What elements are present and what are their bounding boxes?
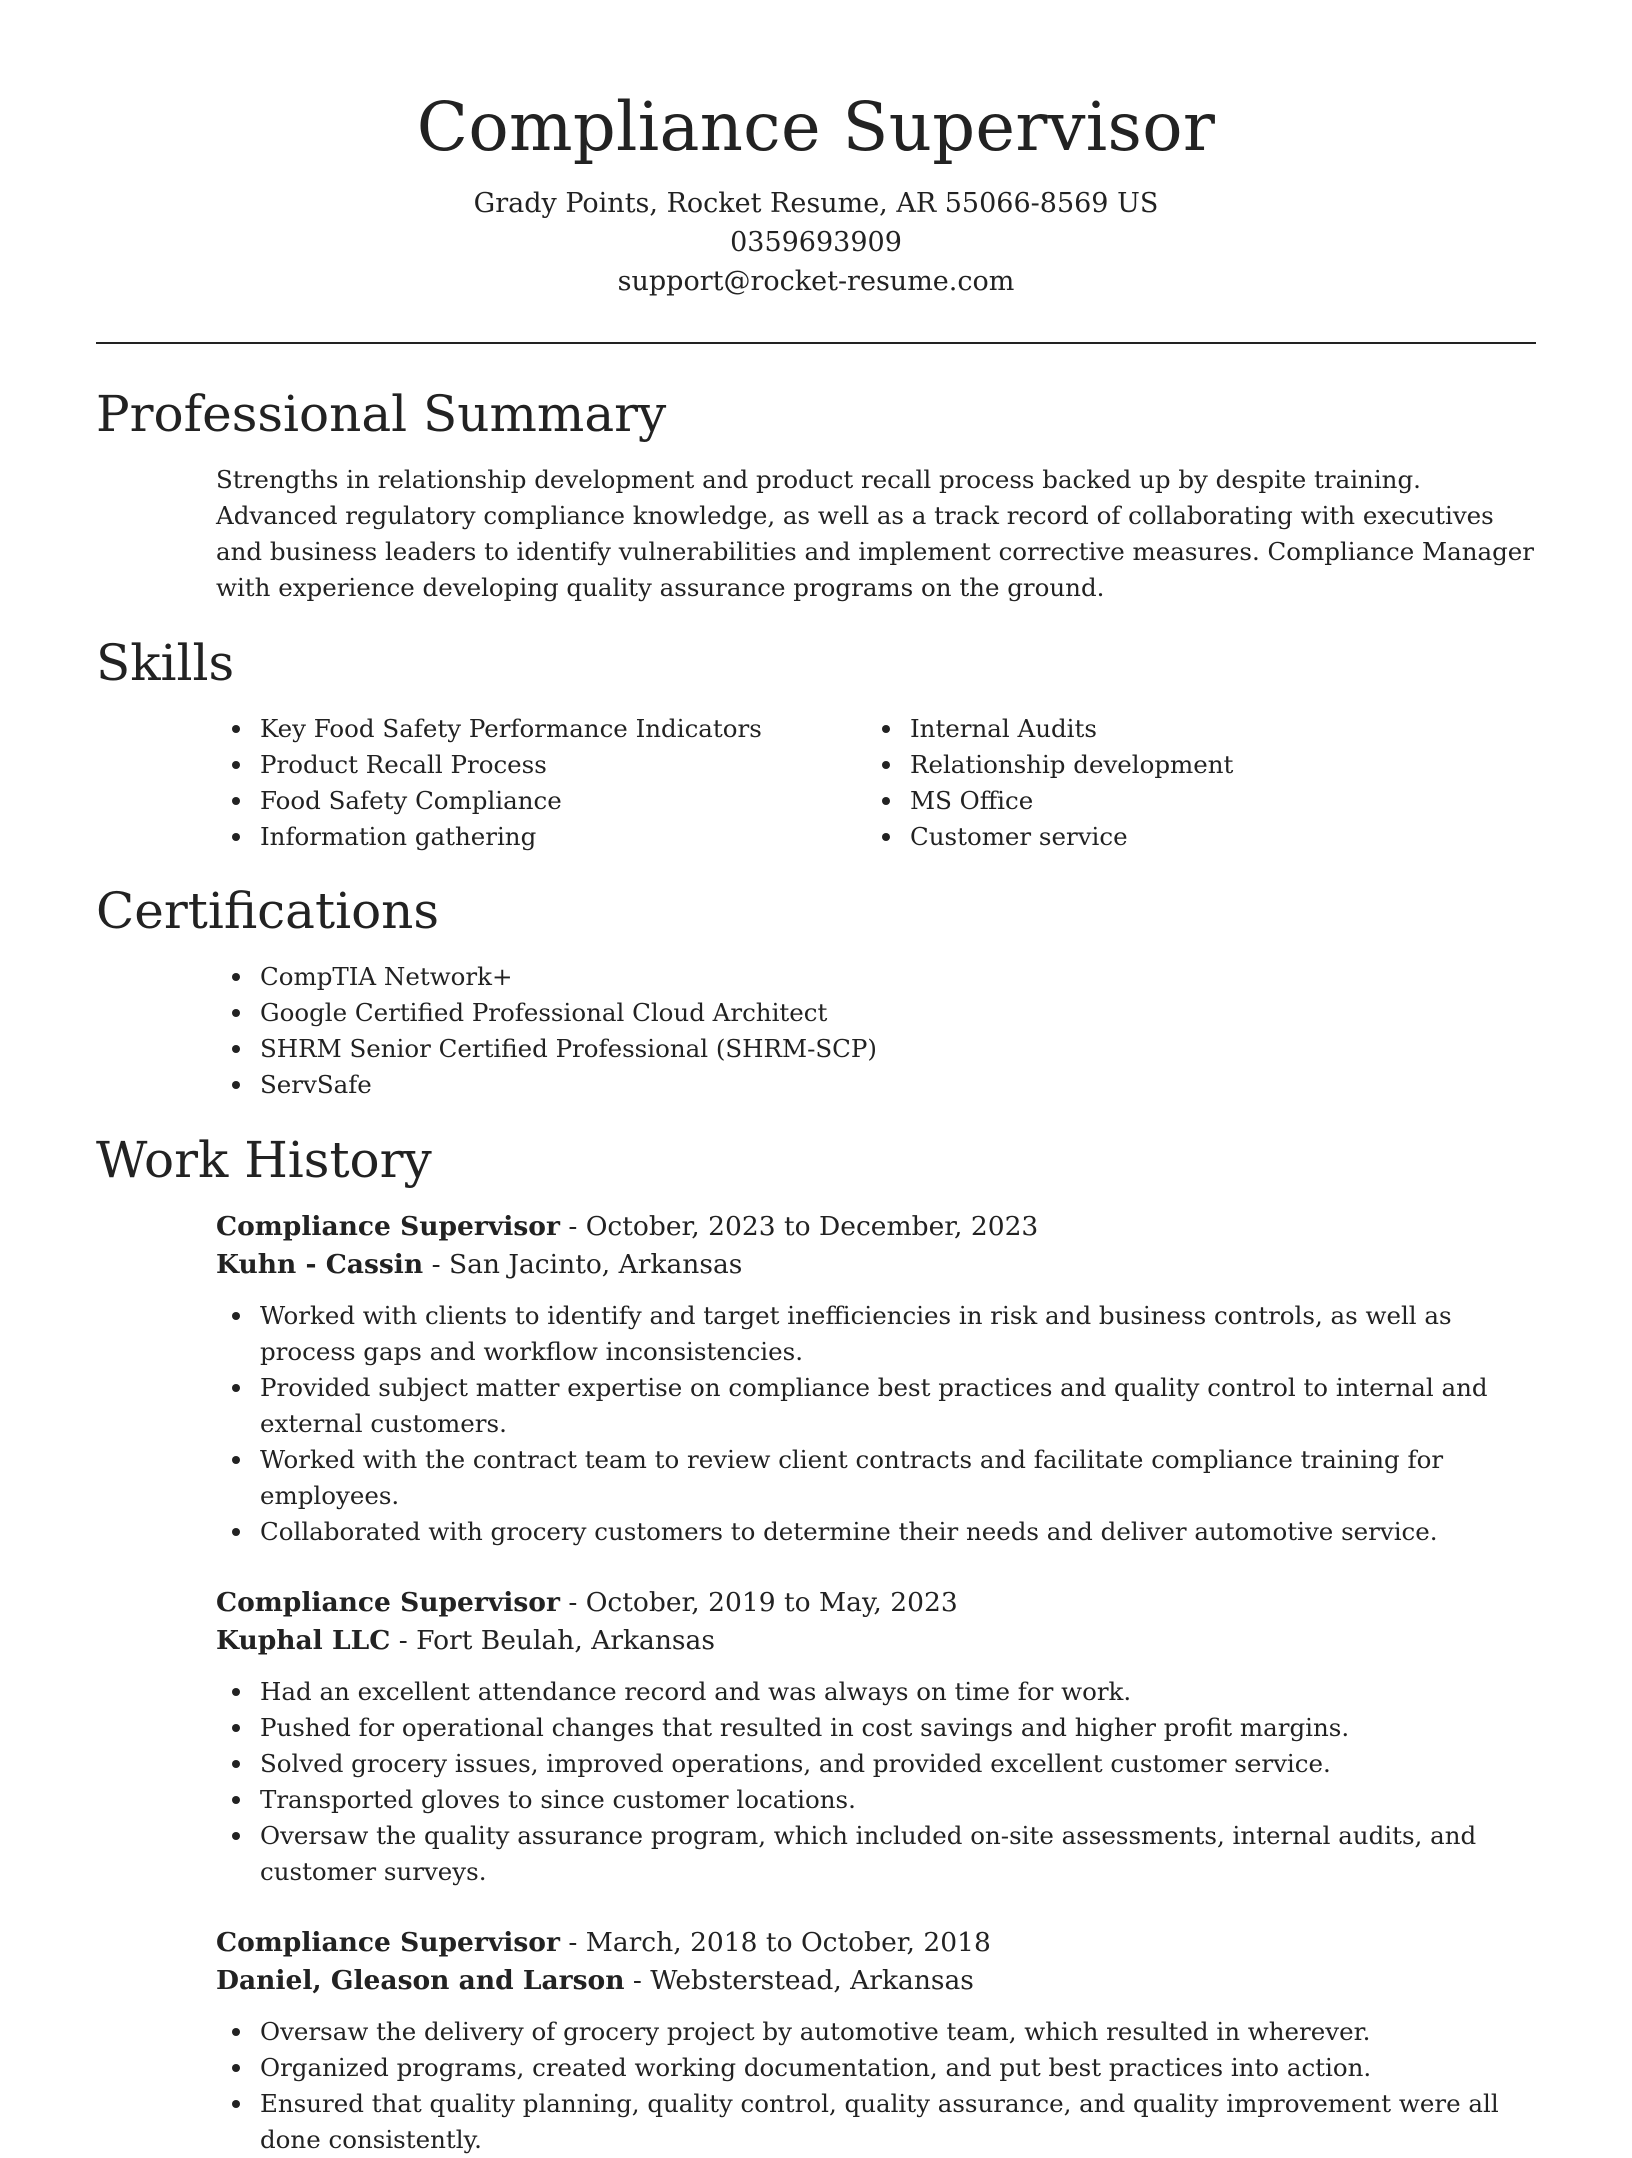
job-company: Daniel, Gleason and Larson: [216, 1965, 625, 1996]
job-bullet: Solved grocery issues, improved operations, and provided excellent customer service.: [216, 1746, 1536, 1782]
certification-item: Google Certified Professional Cloud Architect: [216, 995, 1536, 1031]
job-dates: - October, 2023 to December, 2023: [559, 1211, 1039, 1242]
job-bullet: Organized programs, created working documentation, and put best practices into action.: [216, 2050, 1536, 2086]
resume-header: [96, 82, 1536, 301]
job-dates: - March, 2018 to October, 2018: [559, 1927, 991, 1958]
header-divider: [96, 342, 1536, 344]
contact-block: [96, 184, 1536, 301]
skill-item: Internal Audits: [866, 711, 1516, 747]
job-bullet: Oversaw the delivery of grocery project by automotive team, which resulted in wherever.: [216, 2014, 1536, 2050]
phone-text: 0359693909: [730, 227, 902, 258]
certifications-list: [216, 959, 1536, 1103]
skill-item: MS Office: [866, 783, 1516, 819]
job-company: Kuphal LLC: [216, 1625, 391, 1656]
skill-item: Customer service: [866, 819, 1516, 855]
skills-section: [96, 631, 1536, 855]
job-company-line: [216, 1622, 1536, 1660]
job-title-line: [216, 1208, 1536, 1246]
certification-item: CompTIA Network+: [216, 959, 1536, 995]
summary-section: [96, 382, 1536, 606]
summary-heading: Professional Summary: [96, 385, 667, 443]
work-history-heading: Work History: [96, 1131, 432, 1189]
work-history-section: [96, 1128, 1536, 2158]
certification-item: SHRM Senior Certified Professional (SHRM-SCP): [216, 1031, 1536, 1067]
job-bullet: Provided subject matter expertise on compliance best practices and quality control to internal and external customers.: [216, 1370, 1536, 1442]
job-bullet: Ensured that quality planning, quality control, quality assurance, and quality improvement were all done consistently.: [216, 2086, 1536, 2158]
skills-column-left: [216, 711, 866, 855]
address-text: Grady Points, Rocket Resume, AR 55066-8569 US: [473, 188, 1159, 219]
summary-text: Strengths in relationship development and product recall process backed up by despite training. Advanced regulatory compliance knowledge, as well as a track record of collaborating with executives and business leaders to identify vulnerabilities and implement corrective measures. Compliance Manager with experience developing quality assurance programs on the ground.: [216, 465, 1534, 602]
skill-item: Relationship development: [866, 747, 1516, 783]
skills-column-right: [866, 711, 1516, 855]
job-location: - San Jacinto, Arkansas: [423, 1249, 743, 1280]
skill-item: Key Food Safety Performance Indicators: [216, 711, 866, 747]
job-dates: - October, 2019 to May, 2023: [559, 1587, 958, 1618]
job-role: Compliance Supervisor: [216, 1211, 560, 1242]
job-entry: [216, 1584, 1536, 1890]
certifications-section: [96, 879, 1536, 1103]
job-role: Compliance Supervisor: [216, 1927, 560, 1958]
candidate-name: Compliance Supervisor: [416, 88, 1216, 166]
job-company: Kuhn - Cassin: [216, 1249, 424, 1280]
job-bullet: Oversaw the quality assurance program, which included on-site assessments, internal audits, and customer surveys.: [216, 1818, 1536, 1890]
job-company-line: [216, 1962, 1536, 2000]
job-entry: [216, 1924, 1536, 2158]
skills-heading: Skills: [96, 634, 235, 692]
skill-item: Information gathering: [216, 819, 866, 855]
job-company-line: [216, 1246, 1536, 1284]
job-title-line: [216, 1584, 1536, 1622]
skill-item: Food Safety Compliance: [216, 783, 866, 819]
job-bullet: Transported gloves to since customer locations.: [216, 1782, 1536, 1818]
job-role: Compliance Supervisor: [216, 1587, 560, 1618]
job-location: - Fort Beulah, Arkansas: [390, 1625, 715, 1656]
job-bullet: Worked with the contract team to review client contracts and facilitate compliance training for employees.: [216, 1442, 1536, 1514]
email-text: support@rocket-resume.com: [617, 266, 1015, 297]
job-location: - Websterstead, Arkansas: [624, 1965, 974, 1996]
skills-grid: [216, 711, 1536, 855]
job-bullet: Worked with clients to identify and target inefficiencies in risk and business controls, as well as process gaps and workflow inconsistencies.: [216, 1298, 1536, 1370]
job-title-line: [216, 1924, 1536, 1962]
job-bullet: Collaborated with grocery customers to determine their needs and deliver automotive service.: [216, 1514, 1536, 1550]
job-entry: [216, 1208, 1536, 1550]
certifications-heading: Certifications: [96, 882, 440, 940]
certification-item: ServSafe: [216, 1067, 1536, 1103]
skill-item: Product Recall Process: [216, 747, 866, 783]
job-bullet: Had an excellent attendance record and was always on time for work.: [216, 1674, 1536, 1710]
job-bullet: Pushed for operational changes that resulted in cost savings and higher profit margins.: [216, 1710, 1536, 1746]
